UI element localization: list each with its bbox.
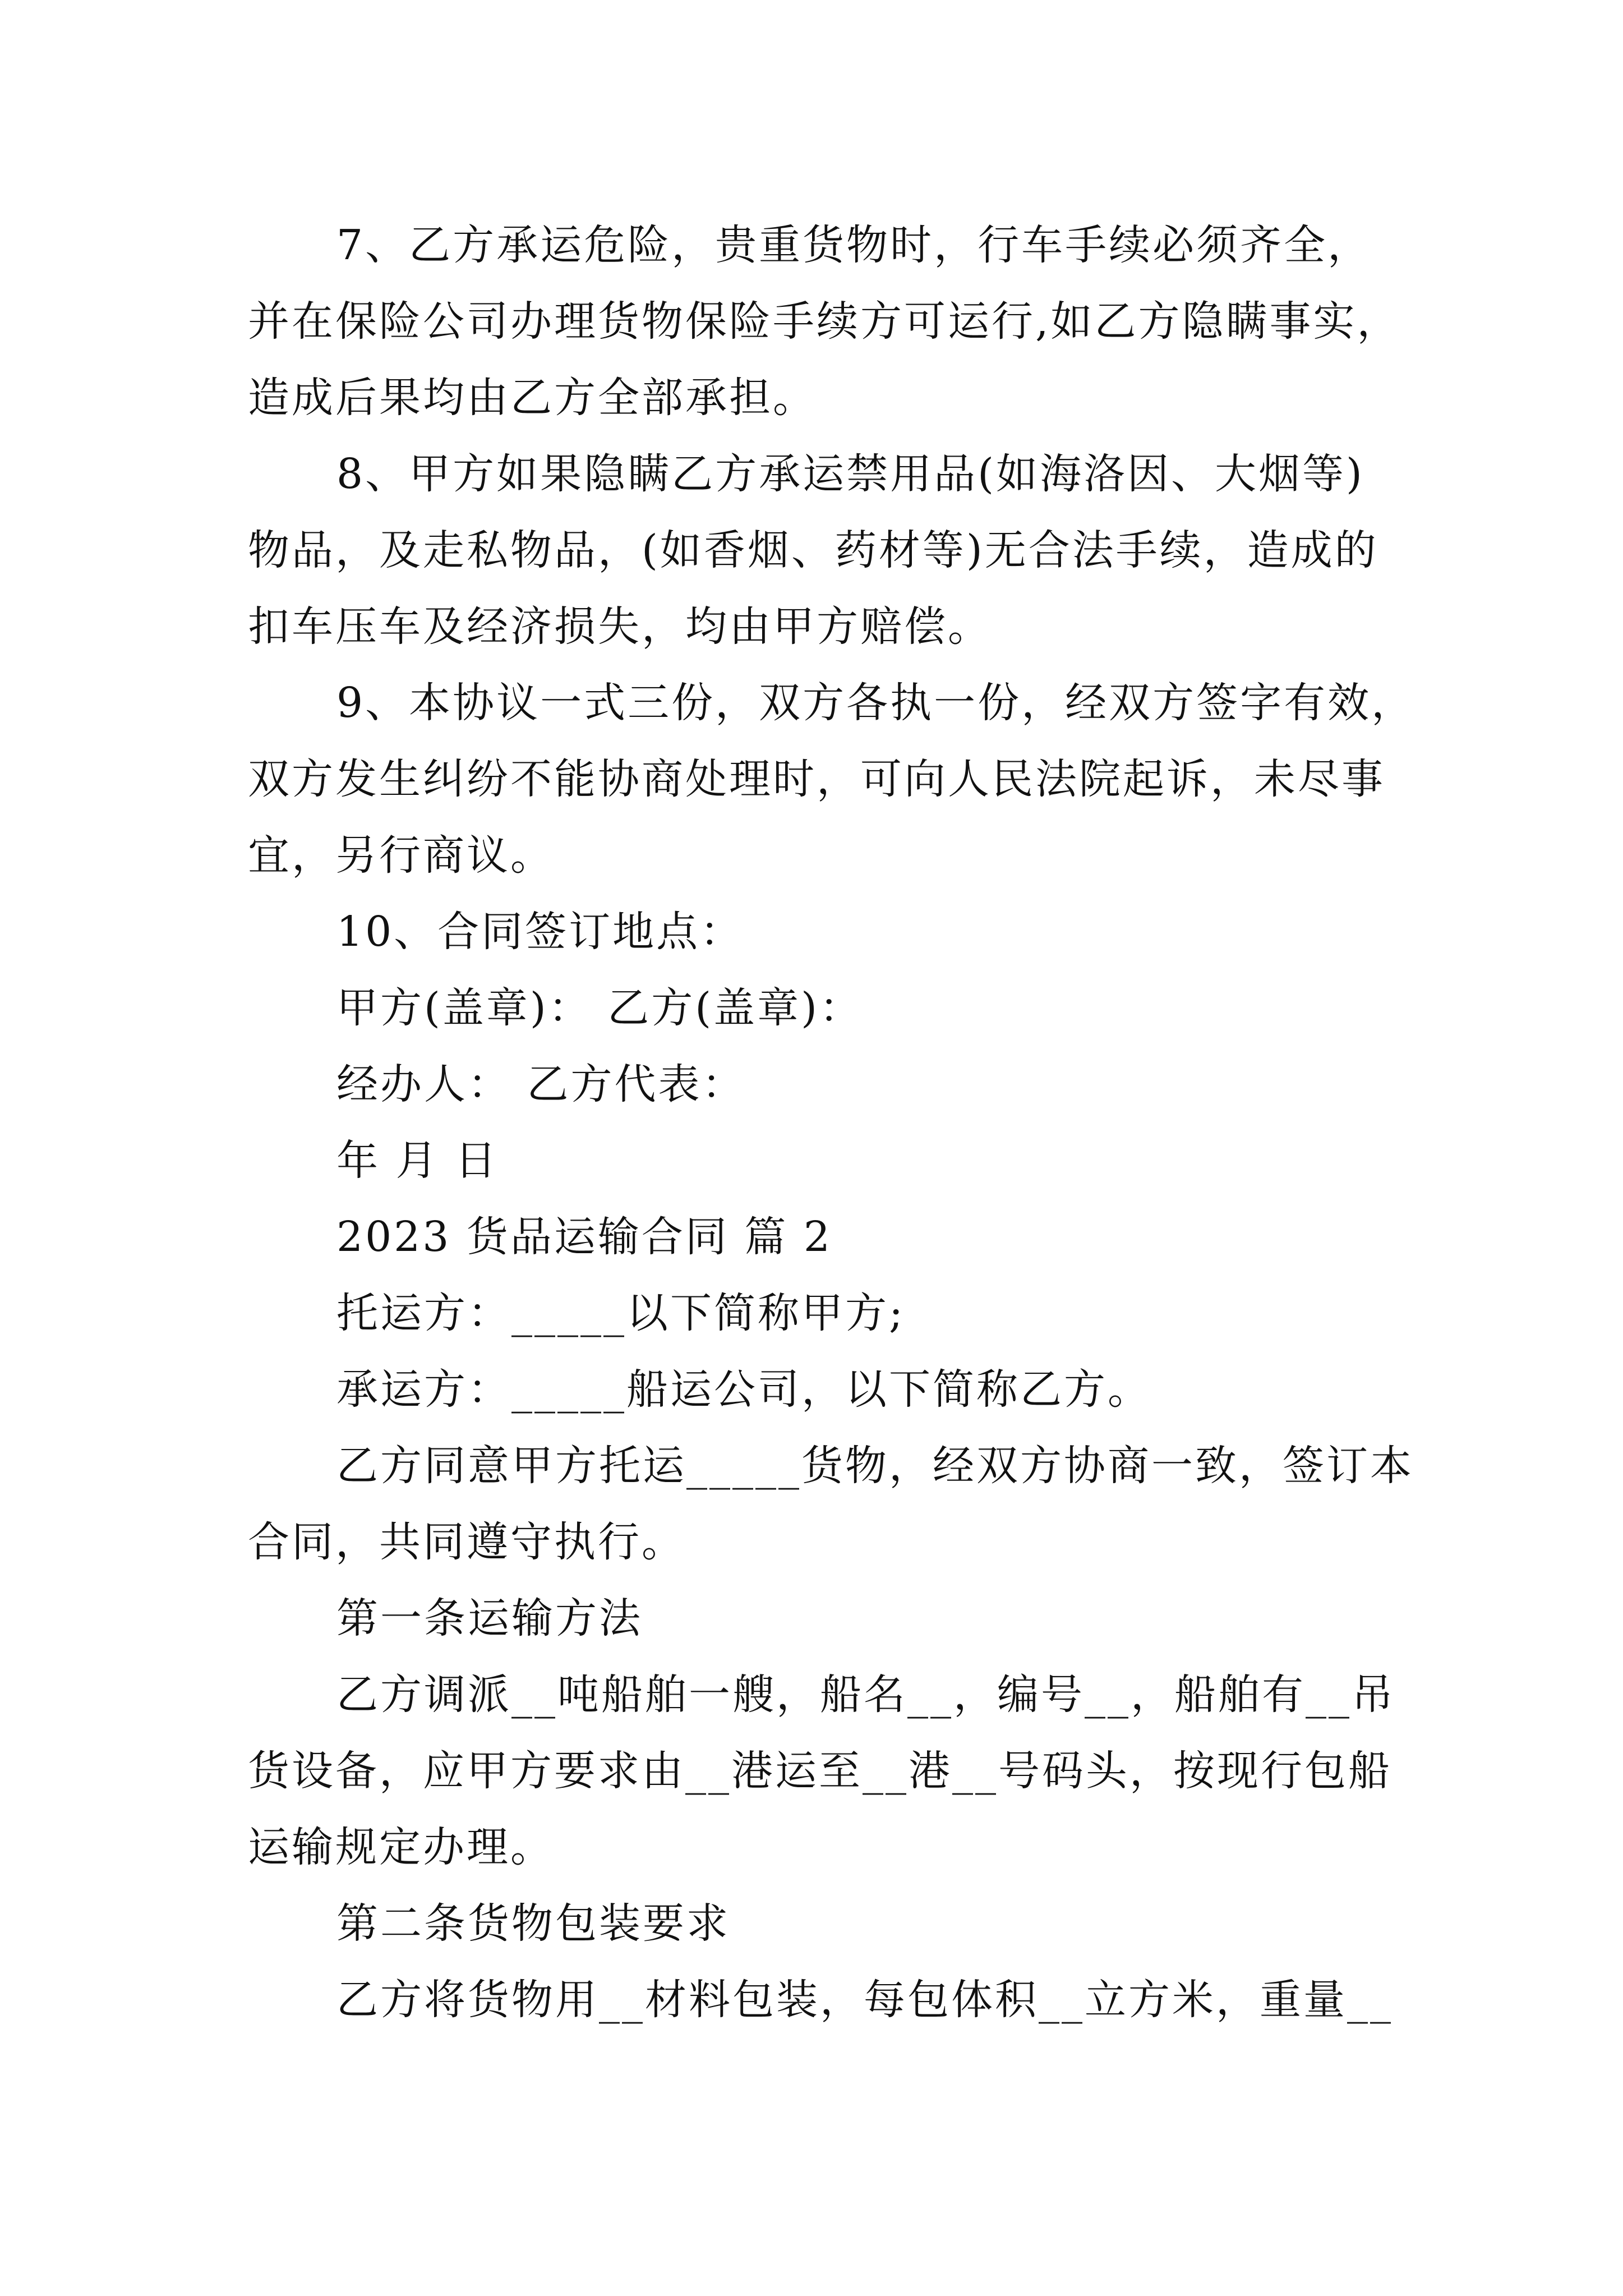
clause-8-line-3: 扣车压车及经济损失，均由甲方赔偿。 xyxy=(248,602,992,651)
handler-line: 经办人： 乙方代表： xyxy=(336,1060,746,1108)
clause-8-line-2: 物品，及走私物品，(如香烟、药材等)无合法手续，造成的 xyxy=(248,526,1378,574)
carrier-line: 承运方：_____船运公司，以下简称乙方。 xyxy=(336,1365,1151,1414)
agreement-line-1: 乙方同意甲方托运_____货物，经双方协商一致，签订本 xyxy=(336,1442,1414,1490)
clause-7-line-1: 7、乙方承运危险，贵重货物时，行车手续必须齐全， xyxy=(336,221,1372,269)
clause-7-line-3: 造成后果均由乙方全部承担。 xyxy=(248,374,817,422)
article-1-line-2: 货设备，应甲方要求由__港运至__港__号码头，按现行包船 xyxy=(248,1747,1392,1795)
section-title: 2023 货品运输合同 篇 2 xyxy=(336,1213,832,1261)
clause-9-line-1: 9、本协议一式三份，双方各执一份，经双方签字有效， xyxy=(336,679,1415,727)
clause-8-line-1: 8、甲方如果隐瞒乙方承运禁用品(如海洛因、大烟等) xyxy=(336,450,1364,498)
consignor-line: 托运方：_____以下简称甲方; xyxy=(336,1289,905,1337)
date-line: 年 月 日 xyxy=(336,1137,499,1185)
article-2-heading: 第二条货物包装要求 xyxy=(336,1899,730,1948)
clause-9-line-3: 宜，另行商议。 xyxy=(248,831,554,880)
article-1-line-1: 乙方调派__吨船舶一艘，船名__，编号__，船舶有__吊 xyxy=(336,1671,1395,1719)
clause-9-line-2: 双方发生纠纷不能协商处理时，可向人民法院起诉，未尽事 xyxy=(248,755,1385,803)
seal-line: 甲方(盖章)： 乙方(盖章)： xyxy=(336,984,864,1032)
agreement-line-2: 合同，共同遵守执行。 xyxy=(248,1518,685,1566)
article-1-line-3: 运输规定办理。 xyxy=(248,1823,554,1871)
clause-7-line-2: 并在保险公司办理货物保险手续方可运行,如乙方隐瞒事实， xyxy=(248,297,1401,346)
clause-10-line: 10、合同签订地点： xyxy=(336,908,744,956)
article-1-heading: 第一条运输方法 xyxy=(336,1594,643,1642)
article-2-line-1: 乙方将货物用__材料包装，每包体积__立方米，重量__ xyxy=(336,1976,1393,2024)
